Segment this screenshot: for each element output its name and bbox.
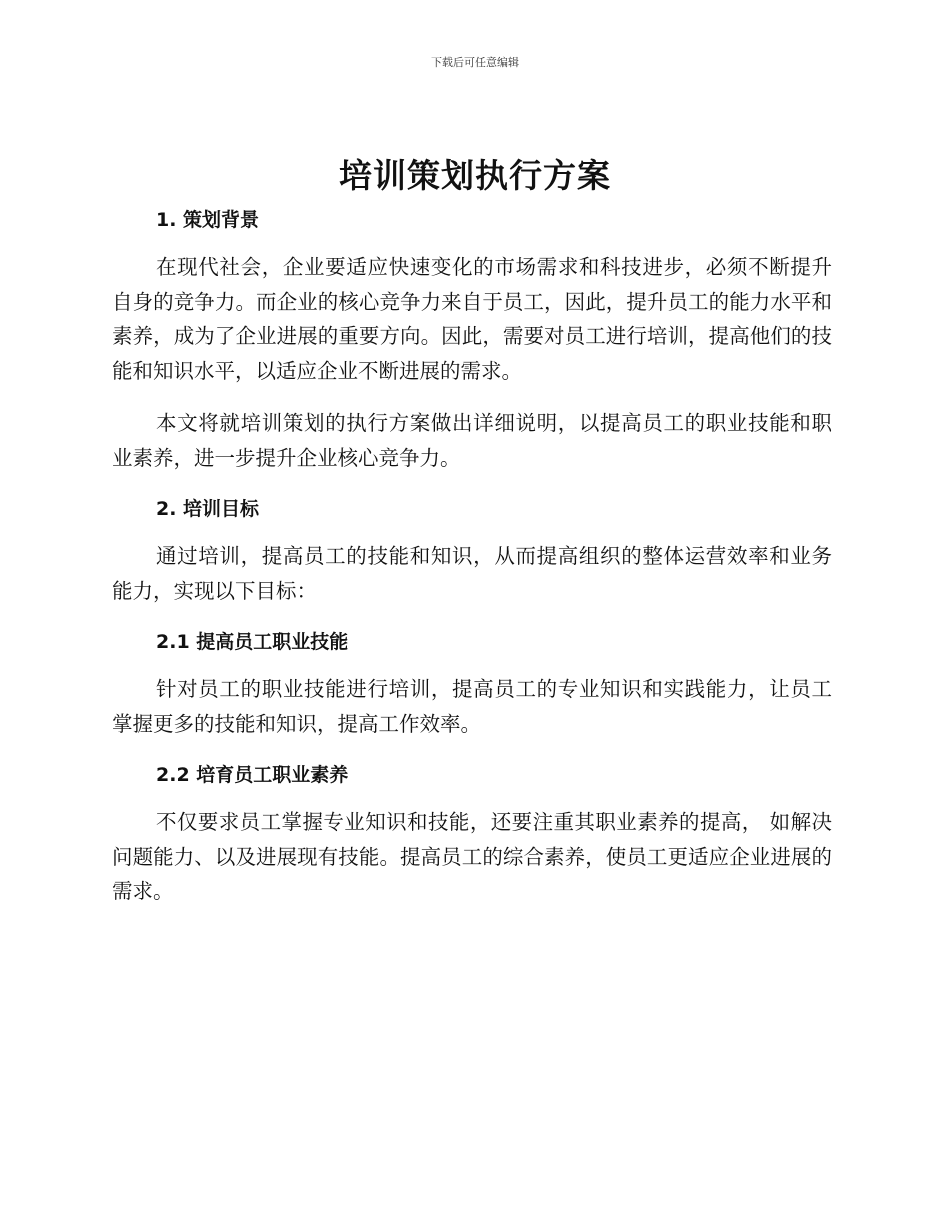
- section-heading-background: 1. 策划背景: [156, 209, 260, 231]
- paragraph-skills: 针对员工的职业技能进行培训，提高员工的专业知识和实践能力，让员工掌握更多的技能和知识，提高工作效率。: [112, 677, 832, 736]
- section-heading-literacy: 2.2 培育员工职业素养: [156, 764, 349, 786]
- paragraph-literacy: 不仅要求员工掌握专业知识和技能，还要注重其职业素养的提高， 如解决问题能力、以及进展现有技能。提高员工的综合素养，使员工更适应企业进展的需求。: [112, 810, 832, 903]
- paragraph-purpose: 本文将就培训策划的执行方案做出详细说明，以提高员工的职业技能和职业素养，进一步提升企业核心竞争力。: [112, 411, 832, 470]
- document-title: 培训策划执行方案: [339, 156, 611, 195]
- document-body: [112, 200, 832, 927]
- section-heading-skills: 2.1 提高员工职业技能: [156, 631, 349, 653]
- paragraph-goals: 通过培训，提高员工的技能和知识，从而提高组织的整体运营效率和业务能力，实现以下目标：: [112, 544, 832, 603]
- header-note: 下载后可任意编辑: [431, 56, 519, 69]
- paragraph-background: 在现代社会，企业要适应快速变化的市场需求和科技进步，必须不断提升自身的竞争力。而企业的核心竞争力来自于员工，因此，提升员工的能力水平和素养，成为了企业进展的重要方向。因此，需要对员工进行培训，提高他们的技能和知识水平，以适应企业不断进展的需求。: [112, 255, 832, 383]
- section-heading-goals: 2. 培训目标: [156, 498, 260, 520]
